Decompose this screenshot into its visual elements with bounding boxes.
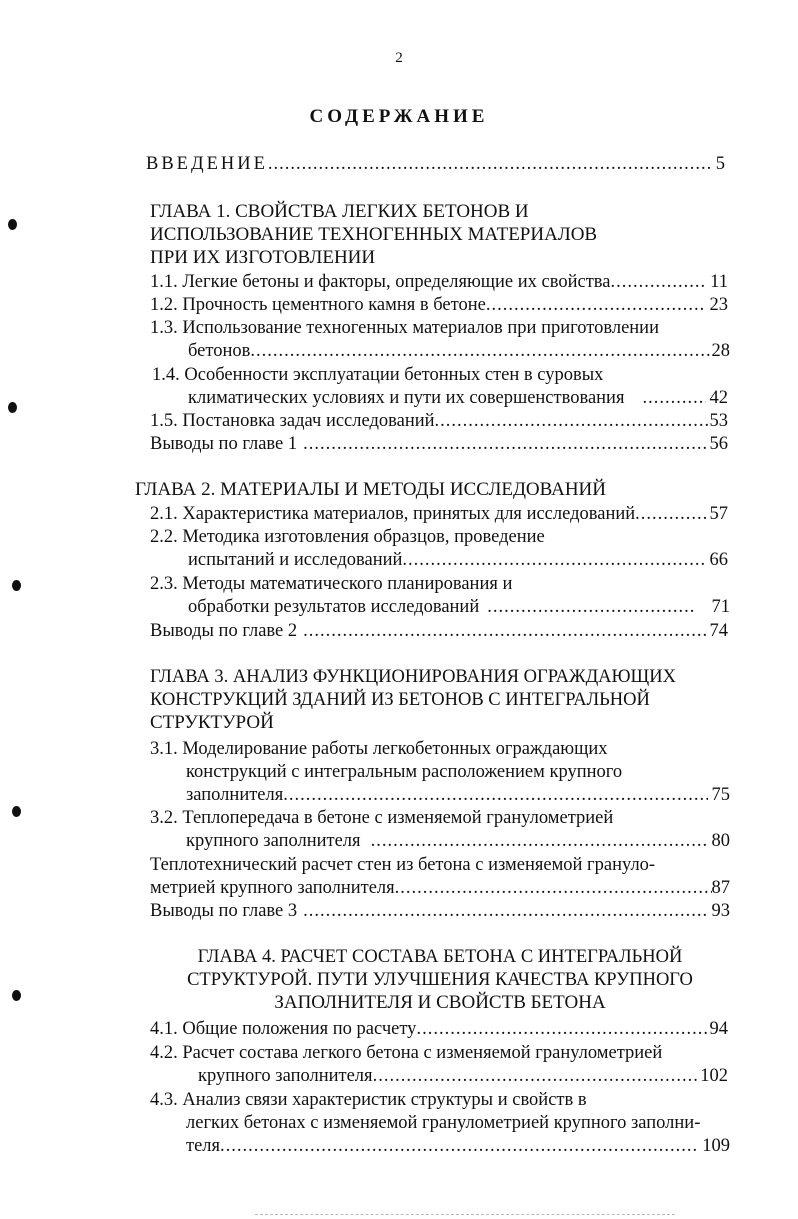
toc-entry-intro — [146, 152, 728, 176]
toc-entry-4-3-line-2: легких бетонах с изменяемой гранулометрией крупного заполни- — [186, 1113, 701, 1133]
leader-dots — [486, 293, 706, 317]
leader-dots — [435, 409, 710, 433]
leader-dots — [642, 386, 705, 410]
toc-entry-page: 42 — [709, 388, 728, 408]
margin-mark-5 — [12, 990, 21, 1001]
toc-entry-page: 11 — [710, 272, 728, 292]
toc-entry-page: 57 — [709, 504, 728, 524]
toc-entry-4-3 — [186, 1134, 730, 1158]
toc-entry-text: ВВЕДЕНИЕ — [146, 154, 268, 174]
leader-dots — [487, 595, 693, 619]
toc-entry-3-3-line-1: Теплотехнический расчет стен из бетона с изменяемой грануло- — [150, 855, 656, 875]
toc-entry-2-2 — [188, 548, 728, 572]
margin-mark-1 — [8, 219, 17, 230]
page-title: СОДЕРЖАНИЕ — [309, 106, 489, 127]
toc-entry-text: заполнителя — [186, 785, 284, 805]
toc-entry-page: 53 — [709, 411, 728, 431]
chapter-1-heading-line-1: ГЛАВА 1. СВОЙСТВА ЛЕГКИХ БЕТОНОВ И — [150, 201, 529, 222]
chapter-1-heading-line-2: ИСПОЛЬЗОВАНИЕ ТЕХНОГЕННЫХ МАТЕРИАЛОВ — [150, 224, 598, 245]
toc-entry-2-2-line-1: 2.2. Методика изготовления образцов, проведение — [150, 527, 545, 547]
leader-dots — [371, 829, 708, 853]
chapter-4-heading-line-3: ЗАПОЛНИТЕЛЯ И СВОЙСТВ БЕТОНА — [274, 992, 606, 1013]
toc-entry-text: 1.1. Легкие бетоны и факторы, определяющие их свойства — [150, 272, 611, 292]
toc-entry-text: Выводы по главе 1 — [150, 434, 298, 454]
toc-entry-ch2-conclusions — [150, 619, 728, 643]
leader-dots — [303, 619, 705, 643]
toc-entry-1-5 — [150, 409, 728, 433]
toc-entry-text: Выводы по главе 3 — [150, 901, 298, 921]
toc-entry-text: крупного заполнителя — [198, 1066, 373, 1086]
leader-dots — [283, 783, 707, 807]
toc-entry-text: 4.1. Общие положения по расчету — [150, 1019, 417, 1039]
toc-entry-text: Выводы по главе 2 — [150, 621, 298, 641]
toc-entry-ch3-conclusions — [150, 899, 730, 923]
toc-entry-page: 56 — [709, 434, 728, 454]
toc-entry-4-2 — [198, 1064, 728, 1088]
toc-entry-page: 66 — [709, 550, 728, 570]
margin-mark-3 — [12, 580, 21, 591]
toc-entry-4-3-line-1: 4.3. Анализ связи характеристик структуры и свойств в — [150, 1090, 587, 1110]
toc-entry-page: 28 — [711, 341, 730, 361]
toc-entry-page: 87 — [711, 878, 730, 898]
toc-entry-text: метрией крупного заполнителя — [150, 878, 395, 898]
toc-entry-3-1-line-2: конструкций с интегральным расположением крупного — [186, 762, 623, 782]
toc-entry-text: теля — [186, 1136, 221, 1156]
leader-dots — [635, 502, 705, 526]
leader-dots — [268, 152, 712, 176]
toc-entry-ch1-conclusions — [150, 432, 728, 456]
toc-entry-page: 5 — [715, 154, 728, 174]
leader-dots — [220, 1134, 698, 1158]
toc-entry-text: обработки результатов исследований — [188, 597, 480, 617]
toc-entry-page: 93 — [711, 901, 730, 921]
toc-entry-page: 102 — [700, 1066, 728, 1086]
leader-dots — [416, 1017, 709, 1041]
toc-entry-1-4 — [188, 386, 728, 410]
toc-entry-2-3 — [188, 595, 730, 619]
toc-entry-text: климатических условиях и пути их совершенствования — [188, 388, 625, 408]
leader-dots — [611, 270, 707, 294]
toc-entry-page: 23 — [709, 295, 728, 315]
leader-dots — [250, 339, 711, 363]
toc-entry-text: 2.1. Характеристика материалов, принятых для исследований — [150, 504, 636, 524]
chapter-3-heading-line-2: КОНСТРУКЦИЙ ЗДАНИЙ ИЗ БЕТОНОВ С ИНТЕГРАЛЬНОЙ — [150, 690, 650, 710]
toc-entry-1-2 — [150, 293, 728, 317]
toc-entry-text: бетонов — [188, 341, 251, 361]
toc-entry-2-3-line-1: 2.3. Методы математического планирования и — [150, 574, 513, 594]
toc-entry-4-1 — [150, 1017, 728, 1041]
chapter-1-heading-line-3: ПРИ ИХ ИЗГОТОВЛЕНИИ — [150, 247, 376, 268]
toc-entry-3-3 — [150, 876, 730, 900]
leader-dots — [395, 876, 712, 900]
margin-mark-2 — [8, 402, 17, 413]
toc-entry-text: крупного заполнителя — [186, 831, 361, 851]
toc-entry-text: испытаний и исследований — [188, 550, 403, 570]
toc-entry-text: 1.2. Прочность цементного камня в бетоне — [150, 295, 486, 315]
toc-entry-1-1 — [150, 270, 728, 294]
toc-entry-4-2-line-1: 4.2. Расчет состава легкого бетона с изменяемой гранулометрией — [150, 1043, 663, 1063]
chapter-2-heading: ГЛАВА 2. МАТЕРИАЛЫ И МЕТОДЫ ИССЛЕДОВАНИЙ — [135, 479, 606, 500]
toc-entry-page: 74 — [709, 621, 728, 641]
toc-entry-3-2-line-1: 3.2. Теплопередача в бетоне с изменяемой гранулометрией — [150, 808, 614, 828]
toc-entry-1-3 — [188, 339, 730, 363]
toc-entry-1-4-line-1: 1.4. Особенности эксплуатации бетонных стен в суровых — [152, 365, 604, 385]
leader-dots — [402, 548, 705, 572]
toc-entry-2-1 — [150, 502, 728, 526]
scan-edge-line — [255, 1214, 675, 1215]
toc-entry-1-3-line-1: 1.3. Использование техногенных материалов при приготовлении — [150, 318, 659, 338]
leader-dots — [303, 899, 707, 923]
toc-entry-page: 80 — [711, 831, 730, 851]
toc-entry-3-1-line-1: 3.1. Моделирование работы легкобетонных ограждающих — [150, 739, 608, 759]
leader-dots — [373, 1064, 701, 1088]
chapter-3-heading-line-3: СТРУКТУРОЙ — [150, 712, 274, 733]
toc-entry-text: 1.5. Постановка задач исследований — [150, 411, 435, 431]
chapter-3-heading-line-1: ГЛАВА 3. АНАЛИЗ ФУНКЦИОНИРОВАНИЯ ОГРАЖДАЮЩИХ — [150, 667, 676, 687]
toc-entry-page: 94 — [709, 1019, 728, 1039]
toc-entry-page: 109 — [702, 1136, 730, 1156]
chapter-4-heading-line-2: СТРУКТУРОЙ. ПУТИ УЛУЧШЕНИЯ КАЧЕСТВА КРУПНОГО — [187, 970, 693, 990]
margin-mark-4 — [12, 806, 21, 817]
toc-entry-page: 71 — [711, 597, 730, 617]
chapter-4-heading-line-1: ГЛАВА 4. РАСЧЕТ СОСТАВА БЕТОНА С ИНТЕГРАЛЬНОЙ — [197, 947, 683, 967]
toc-entry-page: 75 — [711, 785, 730, 805]
toc-entry-3-1 — [186, 783, 730, 807]
toc-entry-3-2 — [186, 829, 730, 853]
page-number: 2 — [395, 50, 403, 66]
leader-dots — [303, 432, 705, 456]
